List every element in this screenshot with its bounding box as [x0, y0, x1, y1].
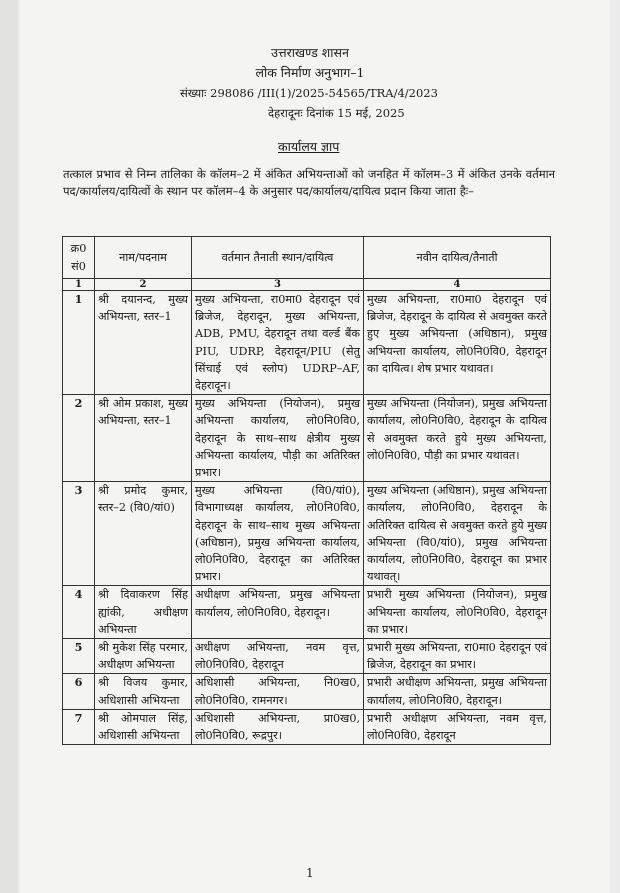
table-row	[63, 639, 551, 674]
cell-sn: 4	[63, 586, 95, 639]
document-title: कार्यालय ज्ञाप	[278, 139, 340, 154]
col-index: 4	[364, 279, 551, 291]
col-header-name: नाम/पदनाम	[95, 237, 192, 279]
cell-current: अधीक्षण अभियन्ता, प्रमुख अभियन्ता कार्यालय, लो0नि0वि0, देहरादून।	[192, 586, 364, 639]
cell-name: श्री दयानन्द, मुख्य अभियन्ता, स्तर–1	[95, 291, 192, 395]
cell-sn: 7	[63, 709, 95, 744]
cell-new: मुख्य अभियन्ता (अधिष्ठान), प्रमुख अभियन्ता कार्यालय, लो0नि0वि0, देहरादून के अतिरिक्त दायित्व से अवमुक्त करते हुये मुख्य अभियन्ता (वि0/यां0), प्रमुख अभियन्ता कार्यालय, लो0नि0वि0, देहरादून का प्रभार यथावत्।	[364, 482, 551, 586]
cell-sn: 3	[63, 482, 95, 586]
table-row	[63, 395, 551, 482]
cell-name: श्री ओमपाल सिंह, अधिशासी अभियन्ता	[95, 709, 192, 744]
cell-sn: 1	[63, 291, 95, 395]
cell-current: अधिशासी अभियन्ता, प्रा0ख0, लो0नि0वि0, रूद्रपुर।	[192, 709, 364, 744]
intro-paragraph: तत्काल प्रभाव से निम्न तालिका के कॉलम–2 में अंकित अभियन्ताओं को जनहित में कॉलम–3 में अंकित उनके वर्तमान पद/कार्यालय/दायित्वों के स्थान पर कॉलम–4 के अनुसार पद/कार्यालय/दायित्व प्रदान किया जाता हैः–	[63, 167, 555, 198]
cell-name: श्री विजय कुमार, अधिशासी अभियन्ता	[95, 674, 192, 709]
cell-new: प्रभारी अधीक्षण अभियन्ता, नवम वृत्त, लो0नि0वि0, देहरादून	[364, 709, 551, 744]
government-heading: उत्तराखण्ड शासन	[271, 45, 349, 60]
page-number: 1	[306, 866, 314, 880]
order-number: संख्याः 298086 /III(1)/2025-54565/TRA/4/2023	[180, 86, 438, 100]
col-header-new: नवीन दायित्व/तैनाती	[364, 237, 551, 279]
cell-current: मुख्य अभियन्ता, रा0मा0 देहरादून एवं ब्रिजेज, देहरादून, मुख्य अभियन्ता, ADB, PMU, देहरादून तथा वर्ल्ड बैंक PIU, UDRP, देहरादून/PIU (सेतु सिंचाई एवं स्लोप) UDRP–AF, देहरादून।	[192, 291, 364, 395]
cell-new: मुख्य अभियन्ता, रा0मा0 देहरादून एवं ब्रिजेज, देहरादून के दायित्व से अवमुक्त करते हुए मुख्य अभियन्ता (अधिष्ठान), प्रमुख अभियन्ता कार्यालय, लो0नि0वि0, देहरादून का दायित्व। शेष प्रभार यथावत।	[364, 291, 551, 395]
scan-edge	[0, 0, 18, 893]
posting-table	[62, 236, 551, 745]
col-index: 2	[95, 279, 192, 291]
cell-name: श्री ओम प्रकाश, मुख्य अभियन्ता, स्तर–1	[95, 395, 192, 482]
cell-sn: 2	[63, 395, 95, 482]
cell-name: श्री मुकेश सिंह परमार, अधीक्षण अभियन्ता	[95, 639, 192, 674]
table-row	[63, 674, 551, 709]
cell-name: श्री दिवाकरण सिंह ह्यांकी, अधीक्षण अभियन्ता	[95, 586, 192, 639]
table-row	[63, 709, 551, 744]
cell-sn: 6	[63, 674, 95, 709]
cell-new: प्रभारी मुख्य अभियन्ता, रा0मा0 देहरादून एवं ब्रिजेज, देहरादून का प्रभार।	[364, 639, 551, 674]
cell-current: अधीक्षण अभियन्ता, नवम वृत्त, लो0नि0वि0, देहरादून	[192, 639, 364, 674]
table-row	[63, 586, 551, 639]
cell-new: प्रभारी मुख्य अभियन्ता (नियोजन), प्रमुख अभियन्ता कार्यालय, लो0नि0वि0, देहरादून का प्रभार।	[364, 586, 551, 639]
cell-current: अधिशासी अभियन्ता, नि0ख0, लो0नि0वि0, रामनगर।	[192, 674, 364, 709]
cell-current: मुख्य अभियन्ता (वि0/यां0), विभागाध्यक्ष कार्यालय, लो0नि0वि0, देहरादून के साथ–साथ मुख्य अभियन्ता (अधिष्ठान), प्रमुख अभियन्ता कार्यालय, लो0नि0वि0, देहरादून का अतिरिक्त प्रभार।	[192, 482, 364, 586]
cell-sn: 5	[63, 639, 95, 674]
col-header-sn: क्र0 सं0	[63, 237, 95, 279]
table-row	[63, 482, 551, 586]
col-header-current: वर्तमान तैनाती स्थान/दायित्व	[192, 237, 364, 279]
col-index: 1	[63, 279, 95, 291]
cell-new: मुख्य अभियन्ता (नियोजन), प्रमुख अभियन्ता कार्यालय, लो0नि0वि0, देहरादून के दायित्व से अवमुक्त करते हुये मुख्य अभियन्ता, लो0नि0वि0, पौड़ी का प्रभार यथावत।	[364, 395, 551, 482]
cell-new: प्रभारी अधीक्षण अभियन्ता, प्रमुख अभियन्ता कार्यालय, लो0नि0वि0, देहरादून।	[364, 674, 551, 709]
department-heading: लोक निर्माण अनुभाग–1	[255, 65, 365, 80]
table-row	[63, 291, 551, 395]
cell-current: मुख्य अभियन्ता (नियोजन), प्रमुख अभियन्ता कार्यालय, लो0नि0वि0, देहरादून के साथ–साथ क्षेत्रीय मुख्य अभियन्ता कार्यालय, पौड़ी का अतिरिक्त प्रभार।	[192, 395, 364, 482]
col-index: 3	[192, 279, 364, 291]
order-date: देहरादूनः दिनांक 15 मई, 2025	[268, 106, 405, 120]
cell-name: श्री प्रमोद कुमार, स्तर–2 (वि0/यां0)	[95, 482, 192, 586]
